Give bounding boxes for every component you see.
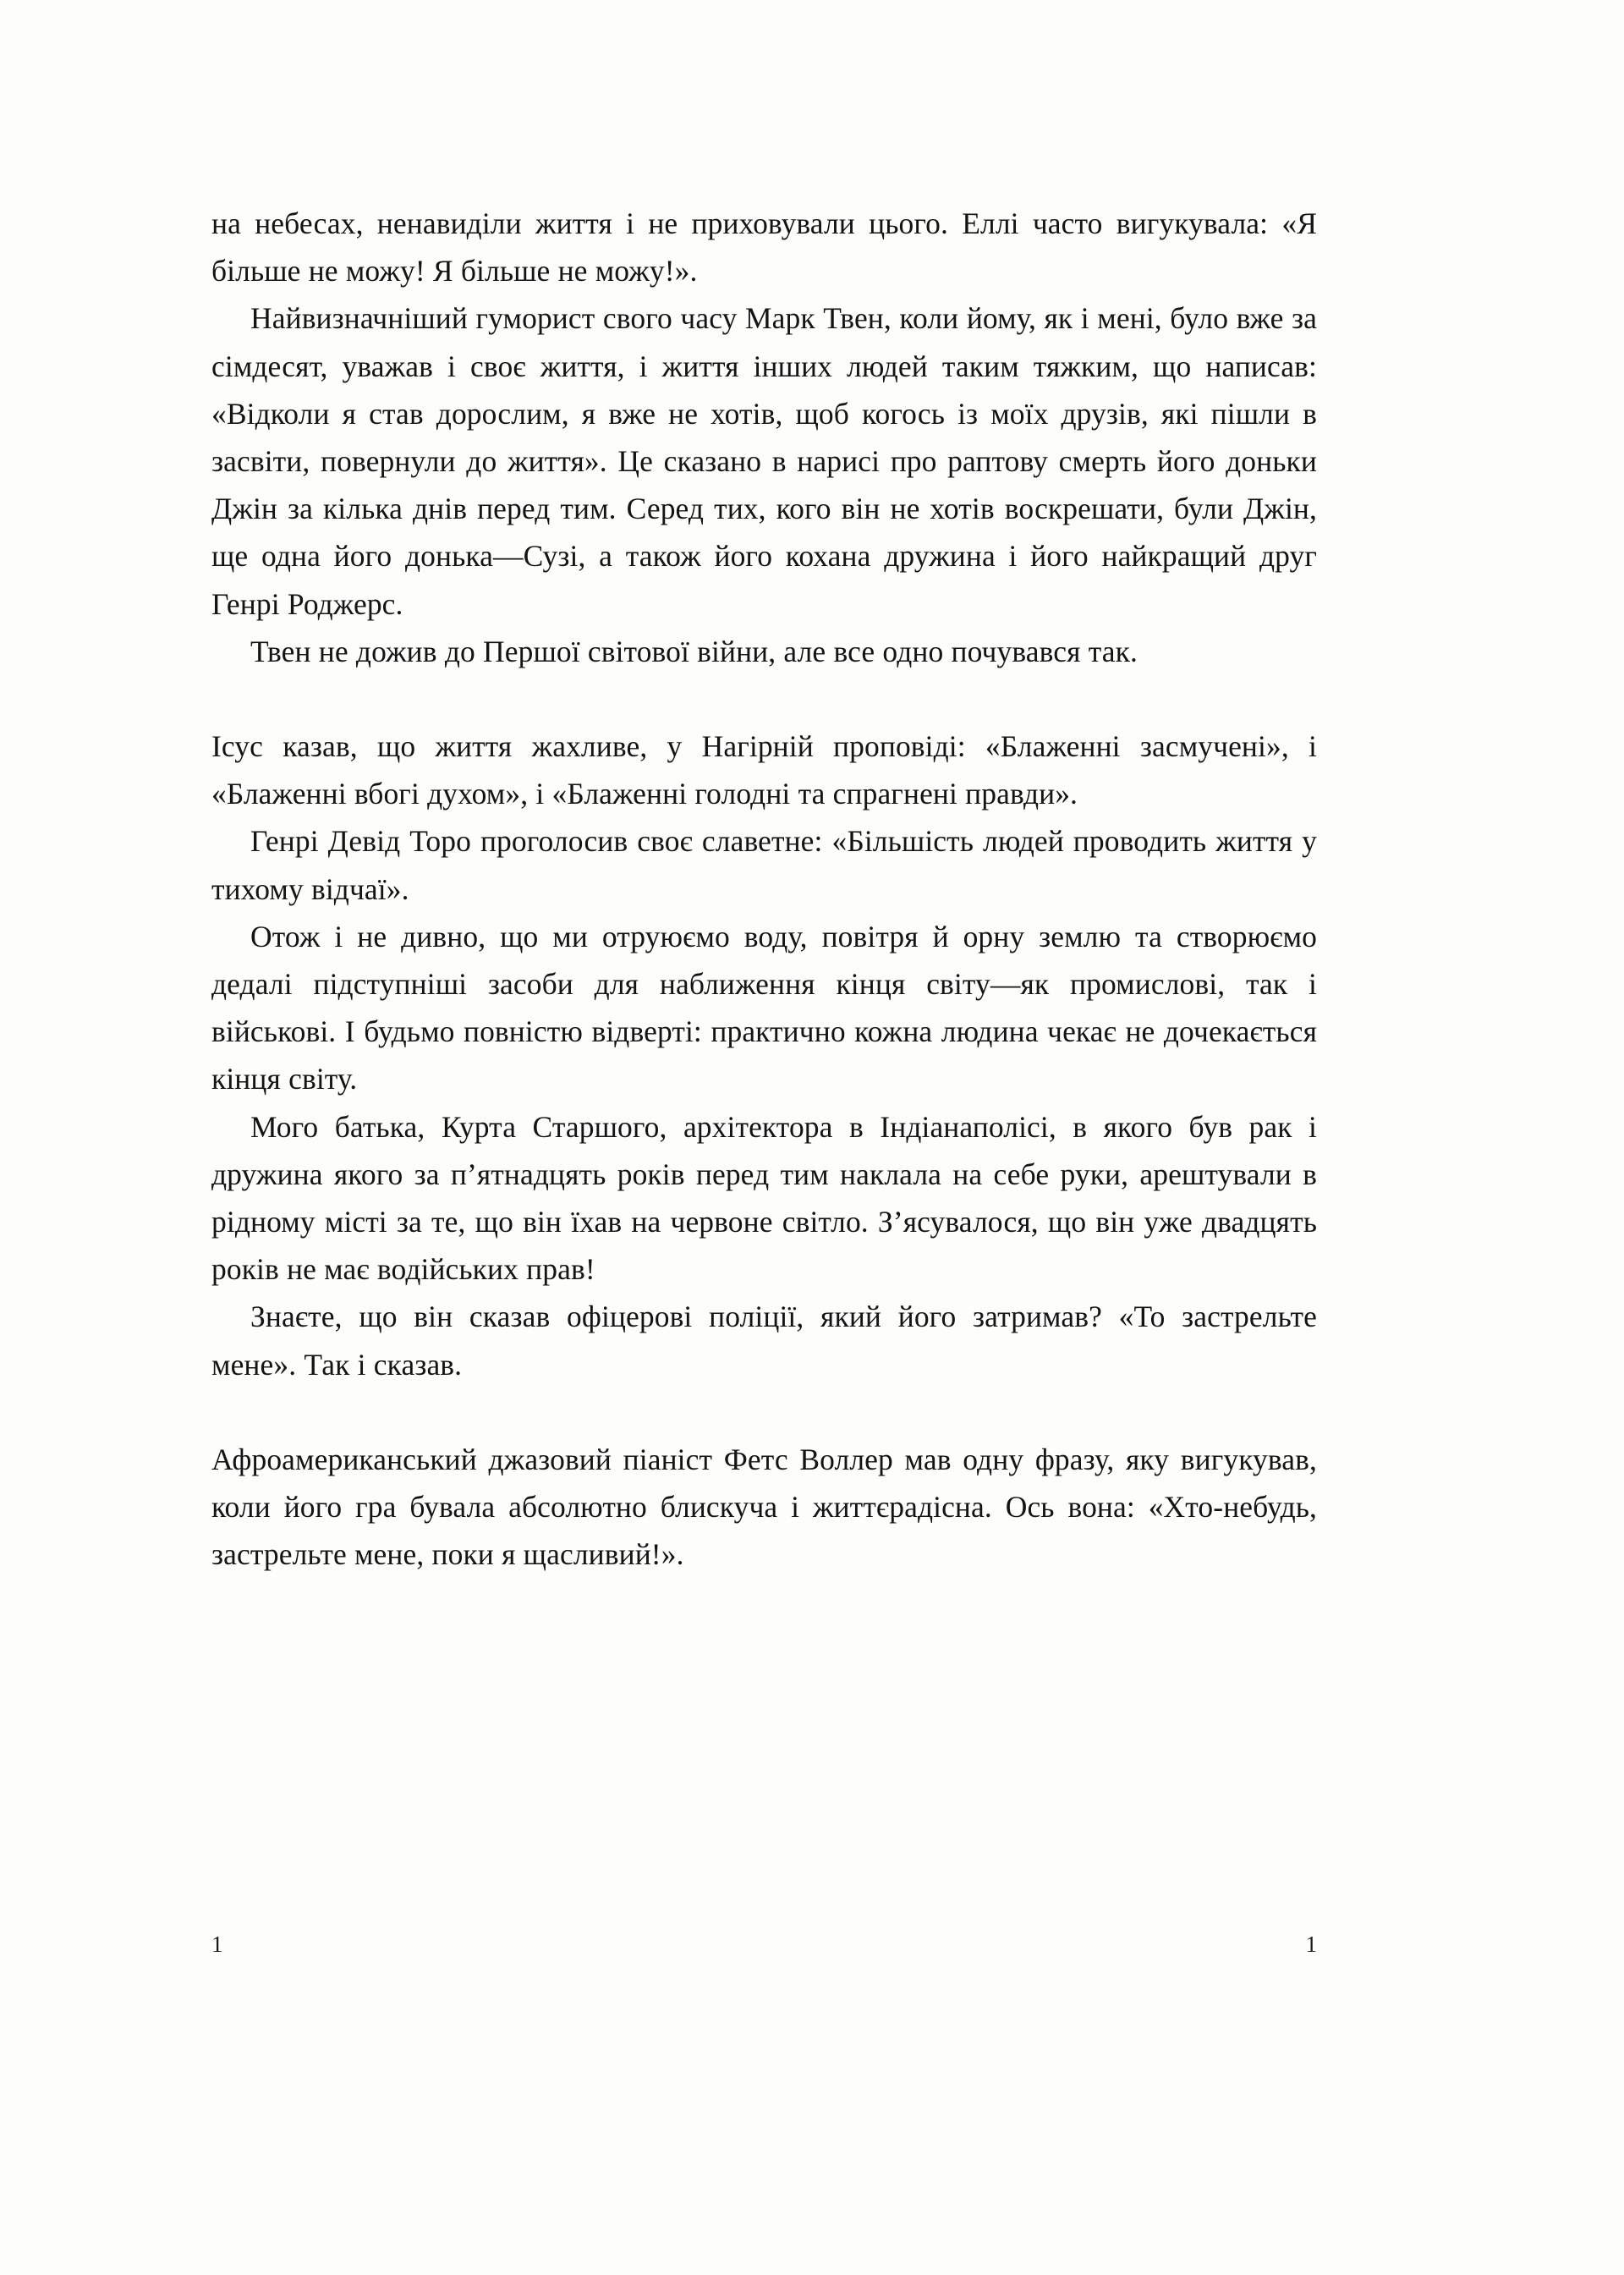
page-text-block	[211, 200, 1317, 1578]
paragraph-mark-twain: Найвизначніший гуморист свого часу Марк Твен, коли йому, як і мені, було вже за сімдесят, уважав і своє життя, і життя інших людей таким тяжким, що написав: «Відколи я став дорослим, я вже не хотів, щоб когось із моїх друзів, які пішли в засвіти, повернули до життя». Це сказано в нарисі про раптову смерть його доньки Джін за кілька днів перед тим. Серед тих, кого він не хотів воскрешати, були Джін, ще одна його донька—Сузі, а також його кохана дружина і його найкращий друг Генрі Роджерс.	[211, 301, 1317, 621]
folio-right: 1	[1305, 1932, 1317, 1957]
paragraph-father-kurt: Мого батька, Курта Старшого, архітектора в Індіанаполісі, в якого був рак і дружина якого за п’ятнадцять років перед тим наклала на себе руки, арештували в рідному місті за те, що він їхав на червоне світло. З’ясувалося, що він уже двадцять років не має водійських прав!	[211, 1109, 1317, 1287]
page-footer	[211, 1930, 1317, 1959]
paragraph-twain-world-war: Твен не дожив до Першої світової війни, але все одно почувався так.	[250, 634, 1138, 668]
paragraph-fats-waller: Афроамериканський джазовий піаніст Фетс Воллер мав одну фразу, яку вигукував, коли його гра бувала абсолютно блискуча і життєрадісна. Ось вона: «Хто-небудь, застрельте мене, поки я щасливий!».	[211, 1442, 1317, 1572]
paragraph-jesus-sermon: Ісус казав, що життя жахливе, у Нагірній проповіді: «Блаженні засмучені», і «Блаженні вбогі духом», і «Блаженні голодні та спрагнені правди».	[211, 729, 1317, 811]
paragraph-thoreau: Генрі Девід Торо проголосив своє славетне: «Більшість людей проводить життя у тихому відчаї».	[211, 824, 1317, 906]
paragraph-continuation: на небесах, ненавиділи життя і не приховували цього. Еллі часто вигукувала: «Я більше не можу! Я більше не можу!».	[211, 206, 1317, 288]
paragraph-poisoning-world: Отож і не дивно, що ми отруюємо воду, повітря й орну землю та створюємо дедалі підступніші засоби для наближення кінця світу—як промислові, так і військові. І будьмо повністю відверті: практично кожна людина чекає не дочекається кінця світу.	[211, 919, 1317, 1096]
paragraph-police-officer: Знаєте, що він сказав офіцерові поліції, який його затримав? «То застрельте мене». Так і сказав.	[211, 1300, 1317, 1382]
folio-left: 1	[211, 1932, 223, 1957]
